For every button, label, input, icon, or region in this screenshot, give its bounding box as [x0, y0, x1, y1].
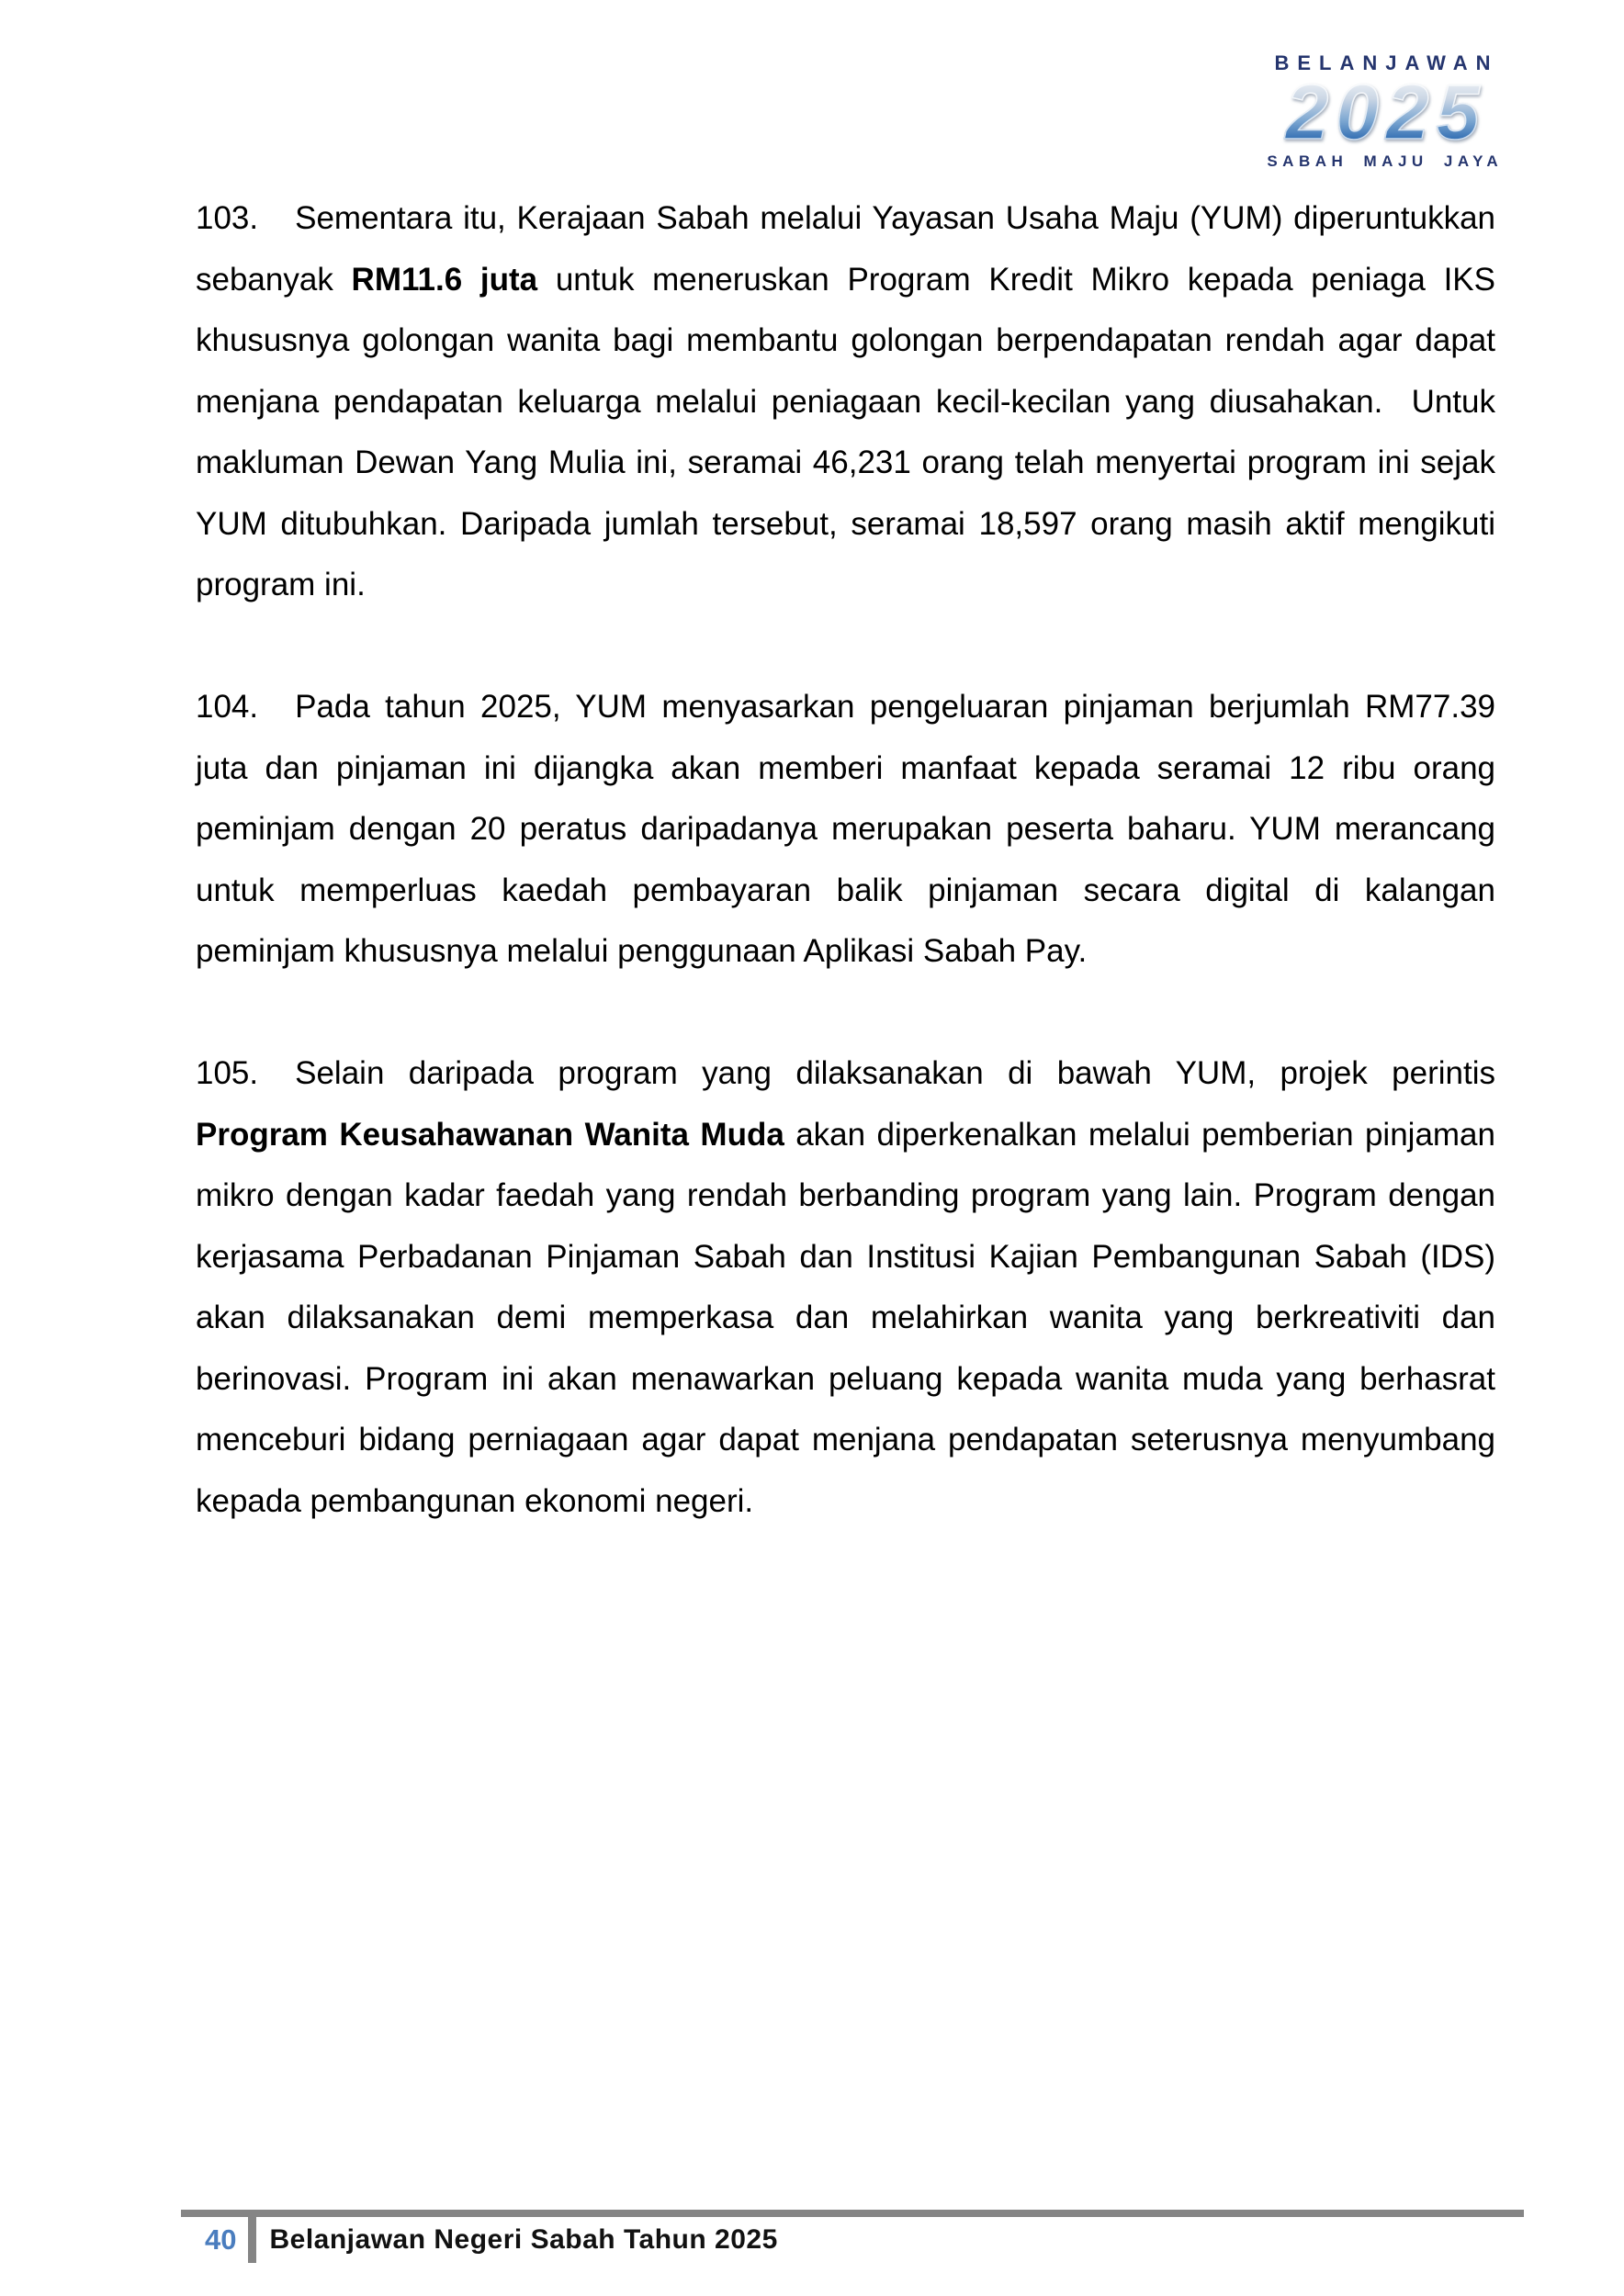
paragraph-104	[196, 677, 1495, 983]
page-footer	[181, 2217, 778, 2263]
document-body	[196, 188, 1495, 1532]
emphasis-text: RM11.6 juta	[351, 261, 538, 298]
footer-rule	[181, 2210, 1524, 2217]
body-text: untuk meneruskan Program Kredit Mikro kepada peniaga IKS khususnya golongan wanita bagi membantu golongan berpendapatan rendah agar dapat menjana pendapatan keluarga melalui peniagaan kecil-kecilan yang diusahakan. Untuk makluman Dewan Yang Mulia ini, seramai 46,231 orang telah menyertai program ini sejak YUM ditubuhkan. Daripada jumlah tersebut, seramai 18,597 orang masih aktif mengikuti program ini.	[196, 261, 1495, 602]
paragraph-105	[196, 1043, 1495, 1532]
body-text: Pada tahun 2025, YUM menyasarkan pengeluaran pinjaman berjumlah RM77.39 juta dan pinjaman ini dijangka akan memberi manfaat kepada seramai 12 ribu orang peminjam dengan 20 peratus daripadanya merupakan peserta baharu. YUM merancang untuk memperluas kaedah pembayaran balik pinjaman secara digital di kalangan peminjam khususnya melalui penggunaan Aplikasi Sabah Pay.	[196, 689, 1495, 969]
belanjawan-2025-logo	[1257, 51, 1507, 171]
body-text: Sementara itu, Kerajaan Sabah melalui Yayasan Usaha Maju (YUM) diperuntukkan sebanyak	[196, 200, 1495, 298]
logo-year: 2025	[1279, 78, 1487, 146]
body-text: akan diperkenalkan melalui pemberian pinjaman mikro dengan kadar faedah yang rendah berbanding program yang lain. Program dengan kerjasama Perbadanan Pinjaman Sabah dan Institusi Kajian Pembangunan Sabah (IDS) akan dilaksanakan demi memperkasa dan melahirkan wanita yang berkreativiti dan berinovasi. Program ini akan menawarkan peluang kepada wanita muda yang berhasrat menceburi bidang perniagaan agar dapat menjana pendapatan seterusnya menyumbang kepada pembangunan ekonomi negeri.	[196, 1116, 1495, 1519]
paragraph-number: 103.	[196, 200, 259, 236]
page-number: 40	[205, 2223, 237, 2256]
paragraph-number: 105.	[196, 1055, 259, 1091]
paragraph-103	[196, 188, 1495, 616]
logo-title: BELANJAWAN	[1274, 51, 1499, 74]
emphasis-text: Program Keusahawanan Wanita Muda	[196, 1116, 784, 1153]
paragraph-number: 104.	[196, 689, 259, 725]
body-text: Selain daripada program yang dilaksanakan di bawah YUM, projek perintis	[295, 1055, 1495, 1091]
footer-divider	[248, 2217, 256, 2263]
logo-tagline: SABAH MAJU JAYA	[1267, 152, 1504, 170]
footer-title: Belanjawan Negeri Sabah Tahun 2025	[269, 2224, 778, 2255]
